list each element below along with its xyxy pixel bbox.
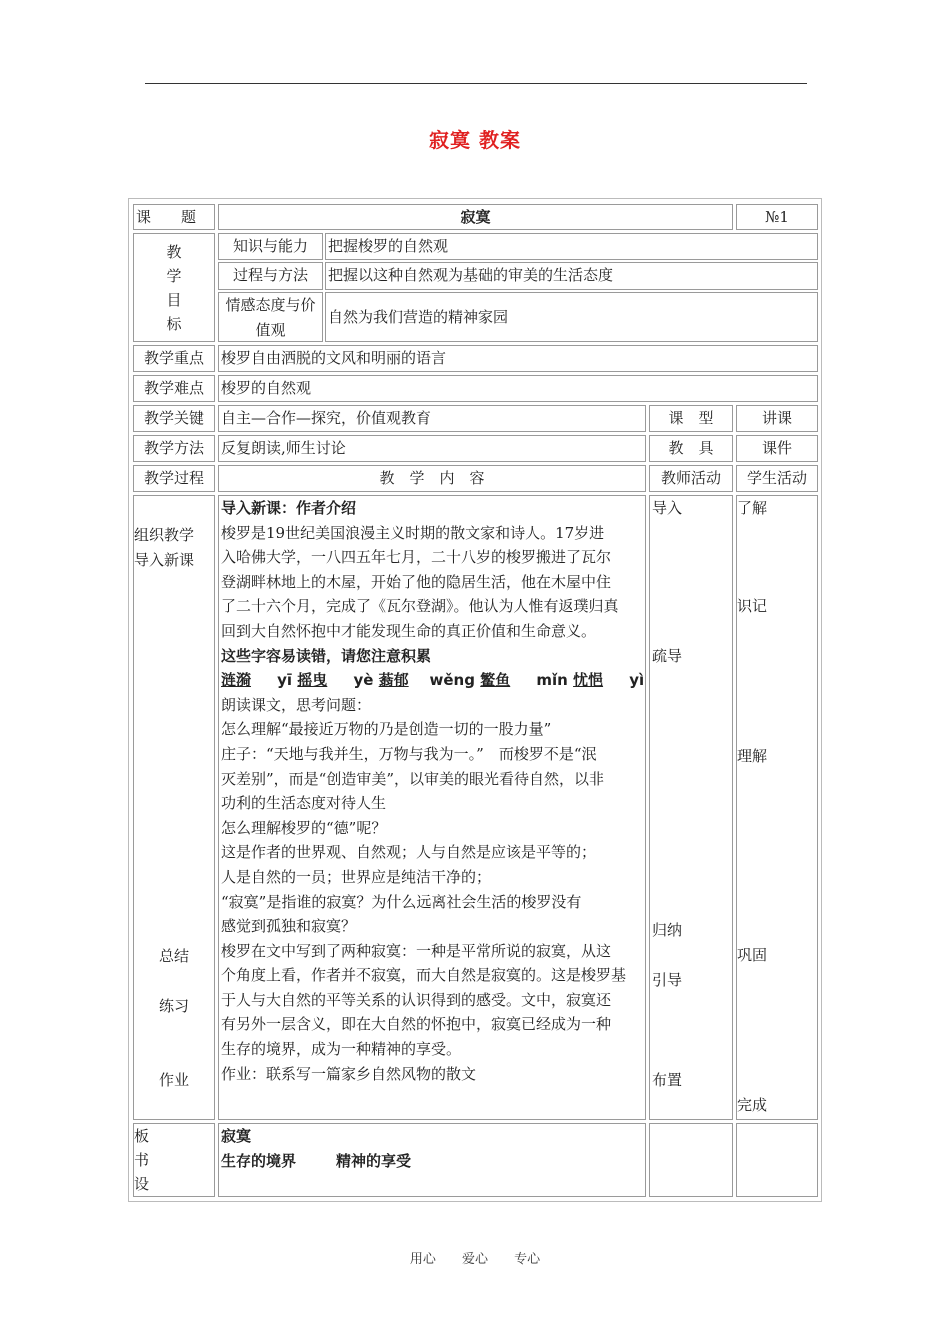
type-label-cell bbox=[649, 405, 733, 432]
goals-label-char: 标 bbox=[166, 315, 182, 333]
pinyin-reading: wěng bbox=[429, 671, 475, 690]
content-line: 了二十六个月，完成了《瓦尔登湖》。他认为人惟有返璞归真 bbox=[221, 597, 619, 616]
student-activity: 完成 bbox=[737, 1096, 768, 1114]
page-title: 寂寞 教案 bbox=[429, 128, 521, 152]
focus-value-cell bbox=[218, 345, 818, 372]
number-cell bbox=[736, 204, 818, 230]
difficulty-value: 梭罗的自然观 bbox=[221, 379, 312, 397]
topic-label-cell bbox=[133, 204, 215, 230]
pinyin-reading: yī bbox=[277, 671, 293, 690]
goal-name-cell bbox=[218, 233, 323, 260]
vocab-heading: 这些字容易读错，请您注意积累 bbox=[221, 646, 432, 665]
intro-heading: 导入新课：作者介绍 bbox=[221, 499, 357, 517]
content-line: 庄子：“天地与我并生，万物与我为一。” 而梭罗不是“泯 bbox=[221, 744, 597, 763]
board-student-cell bbox=[736, 1123, 818, 1197]
process-label: 教学过程 bbox=[143, 469, 204, 487]
student-activity: 理解 bbox=[737, 747, 768, 765]
board-item: 生存的境界 bbox=[221, 1151, 297, 1170]
content-line: 人是自然的一员；世界应是纯洁干净的； bbox=[221, 867, 492, 886]
board-item: 精神的享受 bbox=[336, 1151, 412, 1170]
focus-value: 梭罗自由洒脱的文风和明丽的语言 bbox=[221, 349, 447, 367]
focus-label-cell bbox=[133, 345, 215, 372]
stage-practice: 练习 bbox=[158, 997, 189, 1015]
board-label-char: 板 bbox=[134, 1127, 150, 1145]
focus-label: 教学重点 bbox=[143, 349, 204, 367]
content-line: 登湖畔林地上的木屋，开始了他的隐居生活，他在木屋中住 bbox=[221, 572, 612, 591]
header-rule bbox=[145, 83, 807, 84]
method-value-cell bbox=[218, 435, 646, 462]
goals-label-char: 教 bbox=[166, 243, 182, 261]
teacher-activity: 疏导 bbox=[652, 647, 683, 665]
goal-name: 知识与能力 bbox=[232, 237, 308, 255]
content-line: 怎么理解梭罗的“德”呢？ bbox=[221, 818, 387, 837]
lesson-plan-table bbox=[128, 198, 822, 1202]
homework-line: 作业：联系写一篇家乡自然风物的散文 bbox=[221, 1064, 477, 1083]
key-value: 自主—合作—探究，价值观教育 bbox=[221, 409, 432, 427]
content-line: 生存的境界，成为一种精神的享受。 bbox=[221, 1040, 462, 1059]
content-line: 感觉到孤独和寂寞？ bbox=[221, 917, 357, 936]
goal-value-cell bbox=[325, 292, 818, 342]
student-activity-cell bbox=[736, 495, 818, 1120]
teacher-header: 教师活动 bbox=[660, 469, 721, 487]
difficulty-label: 教学难点 bbox=[143, 379, 204, 397]
tools-label-cell bbox=[649, 435, 733, 462]
goal-value-cell bbox=[325, 233, 818, 260]
goal-name: 过程与方法 bbox=[232, 266, 308, 284]
tools-value-cell bbox=[736, 435, 818, 462]
difficulty-value-cell bbox=[218, 375, 818, 402]
tools-value: 课件 bbox=[761, 439, 792, 457]
board-label-cell bbox=[133, 1123, 215, 1197]
content-line: 入哈佛大学，一八四五年七月，二十八岁的梭罗搬进了瓦尔 bbox=[221, 548, 612, 567]
board-content-cell bbox=[218, 1123, 646, 1197]
pinyin-word: 鳘鱼 bbox=[480, 671, 511, 690]
key-value-cell bbox=[218, 405, 646, 432]
content-line: “寂寞”是指谁的寂寞？为什么远离社会生活的梭罗没有 bbox=[221, 892, 582, 911]
pinyin-word: 蓊郁 bbox=[378, 671, 409, 690]
teacher-activity: 布置 bbox=[652, 1071, 683, 1089]
process-label-cell bbox=[133, 465, 215, 492]
teacher-activity: 引导 bbox=[652, 971, 683, 989]
topic-cell bbox=[218, 204, 733, 230]
goals-label-char: 目 bbox=[166, 291, 182, 309]
teacher-header-cell bbox=[649, 465, 733, 492]
goal-value: 把握以这种自然观为基础的审美的生活态度 bbox=[328, 266, 614, 284]
method-value: 反复朗读,师生讨论 bbox=[221, 439, 346, 457]
goal-value-cell bbox=[325, 262, 818, 290]
lesson-number: №1 bbox=[765, 208, 789, 226]
teacher-activity: 导入 bbox=[652, 499, 683, 517]
content-line: 回到大自然怀抱中才能发现生命的真正价值和生命意义。 bbox=[221, 621, 597, 640]
stage-summary: 总结 bbox=[158, 947, 189, 965]
student-activity: 巩固 bbox=[737, 946, 768, 964]
stage-organize: 组织教学 bbox=[134, 526, 195, 544]
goal-name-line: 情感态度与价 bbox=[225, 296, 316, 314]
type-value-cell bbox=[736, 405, 818, 432]
board-title: 寂寞 bbox=[221, 1127, 252, 1145]
student-header-cell bbox=[736, 465, 818, 492]
goals-label-cell bbox=[133, 233, 215, 342]
content-line: 于人与大自然的平等关系的认识得到的感受。文中，寂寞还 bbox=[221, 990, 612, 1009]
student-header: 学生活动 bbox=[746, 469, 807, 487]
content-header-cell bbox=[218, 465, 646, 492]
stage-homework: 作业 bbox=[158, 1071, 189, 1089]
pinyin-word: 摇曳 bbox=[297, 671, 328, 690]
pinyin-word: 涟漪 bbox=[221, 671, 252, 690]
board-label-char: 设 bbox=[134, 1175, 150, 1193]
tools-label: 教 具 bbox=[668, 439, 714, 457]
stage-introduce: 导入新课 bbox=[134, 550, 195, 569]
content-line: 这是作者的世界观、自然观；人与自然是应该是平等的； bbox=[221, 843, 597, 862]
goal-name-line: 值观 bbox=[255, 320, 286, 339]
teacher-activity: 归纳 bbox=[652, 921, 683, 939]
content-line: 怎么理解“最接近万物的乃是创造一切的一股力量” bbox=[221, 720, 552, 739]
pinyin-reading: mǐn bbox=[536, 671, 568, 690]
board-label-char: 书 bbox=[134, 1151, 150, 1169]
key-label: 教学关键 bbox=[143, 409, 204, 427]
goal-name-cell bbox=[218, 292, 323, 342]
pinyin-reading: yì bbox=[629, 671, 645, 690]
content-line: 朗读课文，思考问题： bbox=[221, 695, 372, 714]
goals-label-char: 学 bbox=[166, 267, 182, 285]
method-label: 教学方法 bbox=[143, 439, 204, 457]
pinyin-reading: yè bbox=[353, 671, 374, 690]
board-teacher-cell bbox=[649, 1123, 733, 1197]
content-line: 有另外一层含义，即在大自然的怀抱中，寂寞已经成为一种 bbox=[221, 1015, 612, 1034]
content-line: 功利的生活态度对待人生 bbox=[221, 794, 387, 813]
goal-name-cell bbox=[218, 262, 323, 290]
pinyin-line bbox=[221, 668, 645, 693]
content-header: 教 学 内 容 bbox=[379, 469, 485, 487]
student-activity: 了解 bbox=[737, 499, 768, 517]
teacher-activity-cell bbox=[649, 495, 733, 1120]
difficulty-label-cell bbox=[133, 375, 215, 402]
topic-label: 课 题 bbox=[136, 208, 197, 226]
type-value: 讲课 bbox=[761, 409, 792, 427]
goal-value: 把握梭罗的自然观 bbox=[328, 237, 449, 255]
page-footer: 用心 爱心 专心 bbox=[409, 1252, 541, 1267]
student-activity: 识记 bbox=[737, 597, 768, 615]
pinyin-word: 忧悒 bbox=[573, 671, 604, 690]
content-line: 灭差别”，而是“创造审美”，以审美的眼光看待自然，以非 bbox=[221, 769, 605, 788]
topic-value: 寂寞 bbox=[460, 208, 491, 226]
content-line: 梭罗是19世纪美国浪漫主义时期的散文家和诗人。17岁进 bbox=[221, 523, 605, 542]
type-label: 课 型 bbox=[668, 409, 714, 427]
goal-value: 自然为我们营造的精神家园 bbox=[328, 308, 509, 326]
content-line: 梭罗在文中写到了两种寂寞：一种是平常所说的寂寞，从这 bbox=[221, 941, 612, 960]
procedure-stage-cell bbox=[133, 495, 215, 1120]
key-label-cell bbox=[133, 405, 215, 432]
content-line: 个角度上看，作者并不寂寞，而大自然是寂寞的。这是梭罗基 bbox=[221, 966, 627, 985]
method-label-cell bbox=[133, 435, 215, 462]
board-line bbox=[221, 1149, 645, 1174]
procedure-content-cell bbox=[218, 495, 646, 1120]
